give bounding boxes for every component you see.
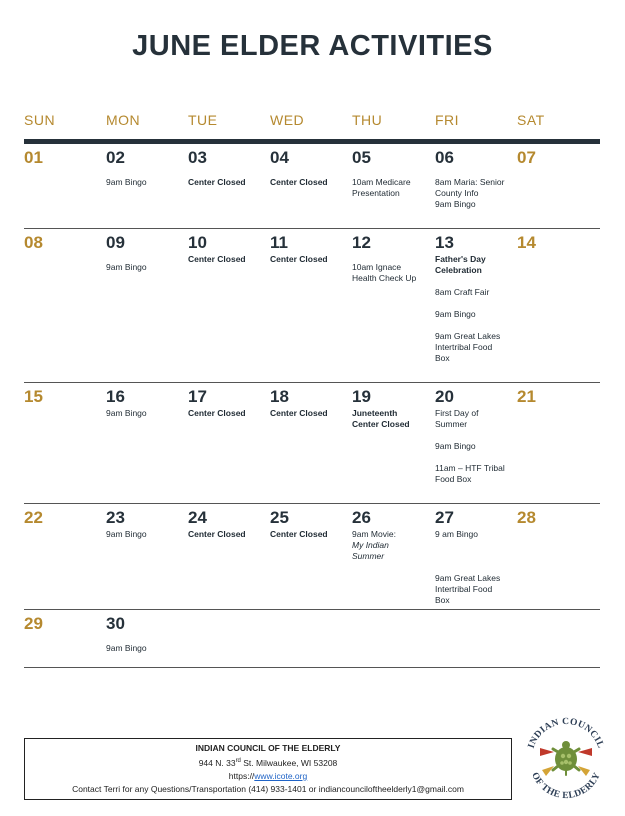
day-number: 05 xyxy=(352,148,371,167)
event-text: Center Closed xyxy=(188,177,246,187)
event-text: 10am Medicare Presentation xyxy=(352,177,411,198)
day-number: 14 xyxy=(517,233,536,252)
website xyxy=(25,770,511,783)
day-cell xyxy=(517,504,599,609)
week-row xyxy=(24,229,600,383)
week-row xyxy=(24,144,600,229)
day-cell xyxy=(188,504,270,609)
event-text: Father's Day Celebration xyxy=(435,254,486,275)
event-text: 9am Bingo xyxy=(106,262,147,272)
dow-thu: THU xyxy=(352,112,383,128)
day-cell xyxy=(435,504,513,609)
day-cell xyxy=(435,383,513,503)
contact-footer xyxy=(24,738,512,800)
event-text: 9am Bingo xyxy=(106,177,147,187)
event-text: Center Closed xyxy=(352,419,410,429)
day-cell xyxy=(270,229,352,382)
day-number: 01 xyxy=(24,148,43,167)
dow-fri: FRI xyxy=(435,112,460,128)
day-cell xyxy=(435,229,513,382)
day-cell xyxy=(188,144,270,228)
day-cell xyxy=(352,504,422,609)
website-link[interactable]: www.icote.org xyxy=(254,770,308,781)
day-number: 24 xyxy=(188,508,207,527)
day-number: 19 xyxy=(352,387,371,406)
day-number: 08 xyxy=(24,233,43,252)
day-number: 26 xyxy=(352,508,371,527)
event-text: Center Closed xyxy=(188,408,246,418)
day-cell xyxy=(24,144,106,228)
week-row xyxy=(24,504,600,610)
event-text: Center Closed xyxy=(270,408,328,418)
day-number: 12 xyxy=(352,233,371,252)
day-number: 07 xyxy=(517,148,536,167)
day-number: 29 xyxy=(24,614,43,633)
day-number: 03 xyxy=(188,148,207,167)
day-cell xyxy=(517,229,599,382)
day-number: 02 xyxy=(106,148,125,167)
day-cell xyxy=(24,504,106,609)
day-cell xyxy=(270,144,352,228)
dow-wed: WED xyxy=(270,112,305,128)
event-text: 8am Maria: Senior County Info xyxy=(435,177,505,198)
event-text: Juneteenth xyxy=(352,408,398,418)
dow-mon: MON xyxy=(106,112,141,128)
organization-name: INDIAN COUNCIL OF THE ELDERLY xyxy=(195,743,341,753)
event-text: Center Closed xyxy=(270,177,328,187)
event-text: 9am Movie: xyxy=(352,529,396,539)
day-number: 22 xyxy=(24,508,43,527)
turtle-icon xyxy=(540,741,592,776)
day-cell xyxy=(188,229,270,382)
week-row xyxy=(24,610,600,668)
day-number: 15 xyxy=(24,387,43,406)
day-cell xyxy=(106,144,188,228)
address-street: 944 N. 33 xyxy=(198,757,236,768)
day-number: 16 xyxy=(106,387,125,406)
address-city: St. Milwaukee, WI 53208 xyxy=(240,757,338,768)
event-text: 11am – HTF Tribal Food Box xyxy=(435,463,505,484)
logo-text-bottom: OF THE ELDERLY xyxy=(529,771,603,802)
day-number: 20 xyxy=(435,387,454,406)
event-text: 10am Ignace Health Check Up xyxy=(352,262,417,283)
day-cell xyxy=(24,610,106,667)
event-text: First Day of Summer xyxy=(435,408,479,429)
event-text: 9am Bingo xyxy=(435,441,476,451)
day-number: 04 xyxy=(270,148,289,167)
day-number: 09 xyxy=(106,233,125,252)
logo-text-top: INDIAN COUNCIL xyxy=(526,716,606,750)
days-of-week-header xyxy=(24,112,600,132)
page-title: JUNE ELDER ACTIVITIES xyxy=(132,30,493,62)
organization-logo xyxy=(520,712,612,804)
day-cell xyxy=(435,144,509,228)
day-cell xyxy=(270,504,352,609)
day-number: 10 xyxy=(188,233,207,252)
day-number: 30 xyxy=(106,614,125,633)
day-cell xyxy=(352,383,432,503)
address xyxy=(25,755,511,770)
event-text: Center Closed xyxy=(270,529,328,539)
event-text: 9am Bingo xyxy=(435,199,476,209)
day-cell xyxy=(24,383,106,503)
day-cell xyxy=(352,229,422,382)
day-number: 18 xyxy=(270,387,289,406)
day-cell xyxy=(517,383,599,503)
event-text: 9am Bingo xyxy=(106,408,147,418)
event-text: 9am Bingo xyxy=(435,309,476,319)
event-text: Center Closed xyxy=(270,254,328,264)
day-number: 23 xyxy=(106,508,125,527)
day-cell xyxy=(106,383,188,503)
day-cell xyxy=(106,610,188,667)
day-number: 17 xyxy=(188,387,207,406)
event-text: Center Closed xyxy=(188,529,246,539)
day-cell xyxy=(517,144,599,228)
event-text: 9am Bingo xyxy=(106,643,147,653)
day-cell xyxy=(106,504,188,609)
event-text: 9am Great Lakes Intertribal Food Box xyxy=(435,573,501,605)
event-text: Center Closed xyxy=(188,254,246,264)
day-number: 21 xyxy=(517,387,536,406)
dow-sun: SUN xyxy=(24,112,56,128)
day-number: 28 xyxy=(517,508,536,527)
contact-info: Contact Terri for any Questions/Transportation (414) 933-1401 or indiancounciloftheelderly1@gmail.com xyxy=(72,783,464,794)
day-cell xyxy=(270,383,352,503)
day-cell xyxy=(106,229,188,382)
website-prefix: https:// xyxy=(228,770,255,781)
day-number: 13 xyxy=(435,233,454,252)
event-text: My Indian Summer xyxy=(352,540,389,561)
day-number: 06 xyxy=(435,148,454,167)
event-text: 9am Great Lakes Intertribal Food Box xyxy=(435,331,501,363)
dow-sat: SAT xyxy=(517,112,545,128)
week-row xyxy=(24,383,600,504)
event-text: 9 am Bingo xyxy=(435,529,478,539)
event-text: 9am Bingo xyxy=(106,529,147,539)
day-number: 11 xyxy=(270,233,288,252)
day-cell xyxy=(24,229,106,382)
day-cell xyxy=(188,383,270,503)
dow-tue: TUE xyxy=(188,112,218,128)
event-text: 8am Craft Fair xyxy=(435,287,490,297)
day-number: 27 xyxy=(435,508,454,527)
day-number: 25 xyxy=(270,508,289,527)
address-ordinal: rd xyxy=(235,758,241,764)
day-cell xyxy=(352,144,426,228)
